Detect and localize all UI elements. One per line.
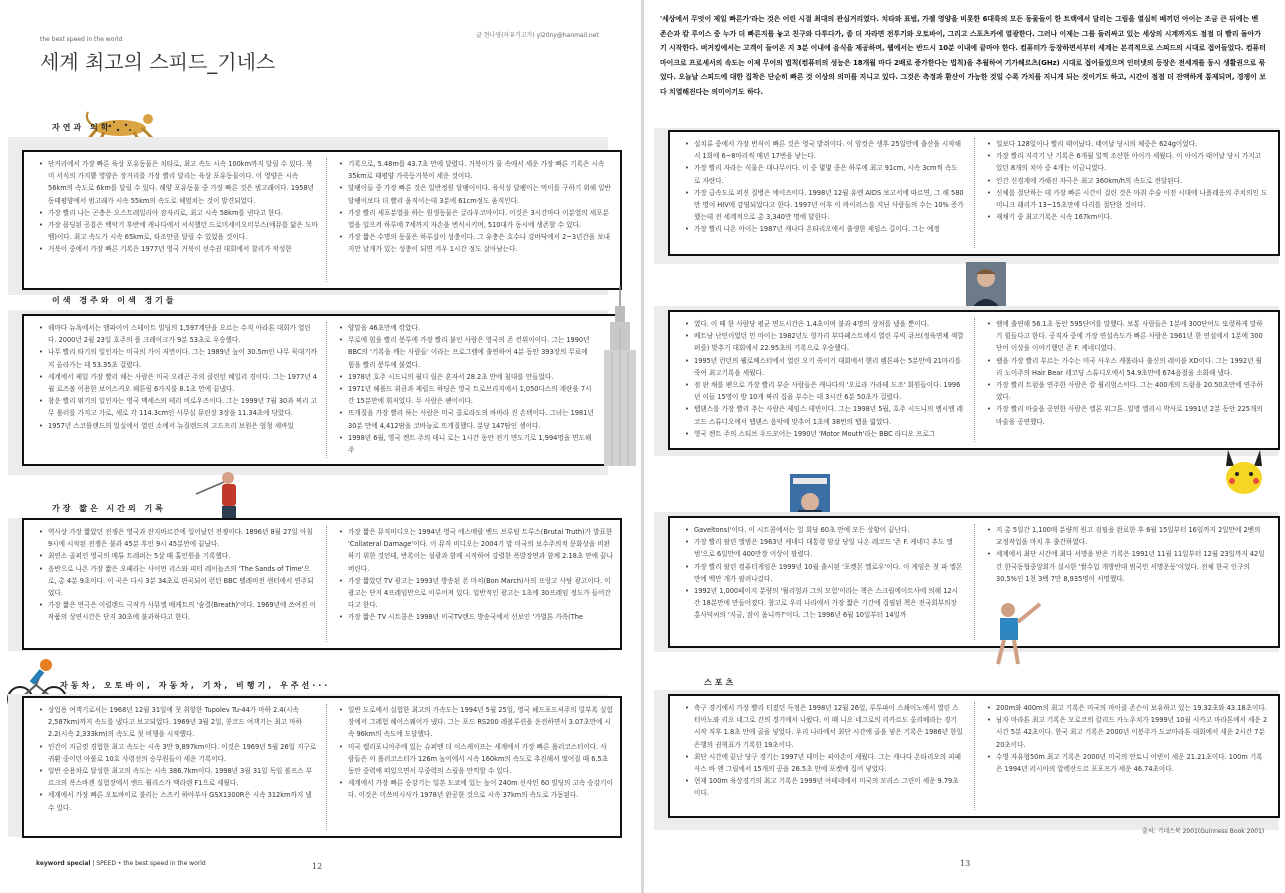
list-item: • 랩을 가장 빨리 부르는 가수는 미국 사우스 캐롤라나 출신의 레이블 XD이다. 그는 1992년 윌리 노이주의 Hair Bear 레코딩 스튜디오에서 54.9초만에 674음절을 소화해 냈다. [996, 355, 1268, 379]
page-number: 12 [312, 862, 323, 871]
list-item: • 가장 빨리 나온 아이는 1987년 캐나다 온타리오에서 출생한 제임스 길이다. 그는 예정 [694, 223, 964, 235]
list-item: • 가장 몰딩된 공룡은 백악기 후반에 캐나다에서 서식했던 드로미세이오미무스(에뮤를 닮은 도마뱀)이다. 최고 속도가 시속 65km로, 타조만큼 달릴 수 있었을 것이다. [48, 219, 318, 243]
list-item: • 1995년 런던의 웰로베스터에서 열린 오기 죽이기 대회에서 헨리 렘튼파는 5분만에 21마리를 죽여 최고기록을 세웠다. [694, 355, 964, 379]
column-right [986, 138, 1268, 223]
page-number: 13 [960, 859, 971, 868]
section-box-records [668, 310, 1280, 450]
section-title-sports: 스포츠 [704, 678, 737, 687]
footer-label: keyword special [36, 860, 91, 867]
column-left [684, 702, 964, 800]
list-item: • 세계에서 가장 빠른 승강기는 일본 도쿄에 있는 높이 240m 선샤인 60 빌딩의 고속 승강기이다. 이것은 미쓰비시사가 1978년 완공한 것으로 시속 37km의 속도로 가동된다. [348, 777, 613, 801]
skyscraper-illustration [598, 286, 641, 466]
list-item: • 영국 켄트 주의 스티브 우드모어는 1990년 'Motor Mouth'라는 BBC 라디오 프로그 [694, 428, 964, 440]
list-item: • 음반으로 나온 가장 짧은 오페라는 사이먼 리스와 피터 레이놀즈의 'The Sands of Time'으로, 총 4분 9초이다. 이 곡은 다시 3분 34초로 편곡되어 런던 BBC 텔레비전 센터에서 연주되었다. [48, 563, 318, 600]
list-item: • 가장 짧은 뮤직비디오는 1994년 영국 에스메랄 밴드 브루털 트루스(Brutal Truth)가 발표한 'Collateral Damage'이다. 이 뮤직 비디오는 2004기 말 미국의 보수주의적 문화상을 비판하기 위한 것인데, 반록이는 섬광과 함께 시작하여 강렬한 폭발장면과 함께 2.18초 만에 끝나버린다. [348, 526, 613, 575]
list-item: • 일보다 128일이나 빨리 태어났다. 태어날 당시의 체중은 624g이었다. [996, 138, 1268, 150]
list-item: • 가장 빨리 트럼을 연주한 사람은 칼 윌리엄스이다. 그는 400개의 드럼을 20.50초만에 연주하였다. [996, 379, 1268, 403]
right-page [644, 0, 1285, 893]
list-item: • 남자 마라톤 최고 기록은 모로코의 칼리드 카노우치가 1999년 10월 시카고 마라톤에서 세운 2시간 5분 42초이다. 한국 최고 기록은 2000년 이봉주가 도쿄마라톤 대회에서 세운 2시간 7분 20초이다. [996, 714, 1268, 751]
column-left [684, 138, 964, 236]
column-divider [326, 526, 327, 642]
section-box-vehicles [22, 696, 622, 838]
column-divider [974, 138, 975, 248]
list-item: • 역사상 가장 짧았던 전쟁은 영국과 잔지바르간에 일어났던 전쟁이다. 1896년 8월 27일 아침 9시에 시작된 전쟁은 불과 45분 후인 9시 45분만에 끝났다. [48, 526, 318, 550]
list-item: • 가장 빨리 나는 곤충은 오스트레일리아 잠자리로, 최고 시속 58km를 낸다고 한다. [48, 207, 318, 219]
section-title-shortest-time: 가장 짧은 시간의 기록 [52, 504, 166, 513]
column-divider [326, 158, 327, 282]
list-item: • 가장 빨리 지각기 난 기록은 6개월 일찍 조산한 아이가 세웠다. 이 아이가 태어날 당시 가지고 있던 8개의 치아 중 4개는 어금니였다. [996, 150, 1268, 174]
section-box-shortest-time [22, 518, 622, 650]
list-item: • 1978년 호주 시드니의 월디 릴은 혼자서 28.2초 만에 침대를 만들었다. [348, 371, 594, 383]
list-item: • 가장 짧았던 TV 광고는 1993년 방송된 폰 마치(Bon March)사의 프랑고 사탕 광고이다. 이 광고는 단지 4프레임만으로 이루어져 있다. 일반적인 광고는 1초에 30프레임 정도가 들어간다고 한다. [348, 575, 613, 612]
column-right [338, 158, 613, 256]
list-item: • 단거리에서 가장 빠른 육상 포유동물은 치타로, 최고 속도 시속 100km까지 달릴 수 있다. 북미 서식의 가지뿔 영양은 장거리를 가장 빨리 달리는 육상 포유동물이다. 이 영양은 시속 56km의 속도로 6km를 달릴 수 있다. 해양 포유동물 중 가장 빠른 것은 범고래이다. 1958년 동태평양에서 범고래가 시속 55km의 속도로 헤엄치는 것이 발견되었다. [48, 158, 318, 207]
list-item: • 인간 신경계에 가해진 자극은 최고 360km/h의 속도로 전달된다. [996, 175, 1268, 187]
list-item: • 1998년 6월, 영국 켄트 주의 데니 로는 1시간 동안 전기 면도기로 1,994명을 면도해 주 [348, 432, 594, 456]
intro-paragraph: '세상에서 무엇이 제일 빠른가'라는 것은 어린 시절 최대의 관심거리였다. 치타와 표범, 가젤 영양을 비롯한 6대륙의 모든 동물들이 한 트랙에서 달리는 그림을 열심히 베끼던 아이는 조금 큰 뒤에는 벤 존슨과 칼 루이스 중 누가 더 빠른지를 놓고 친구와 다투다가, 좀 더 자라면 전투기와 오토바이, 그리고 스포츠카에 열광한다. 그러나 이제는 그를 둘러싸고 있는 세상의 시계까지도 점점 더 빨리 돌아가기 시작한다. 버거킹에서는 고객이 들어온 지 3분 이내에 음식을 제공하며, 웹에서는 반드시 10분 이내에 끝마야 한다. 컴퓨터가 등장하면서부터 세계는 본격적으로 스피드의 시대로 접어들었다. 컴퓨터 마이크로 프로세서의 속도는 이제 무어의 법칙(컴퓨터의 성능은 18개월 마다 2배로 증가한다는 법칙)을 추월하여 기가헤르츠(GHz) 시대로 접어들었으며 인터넷의 등장은 전세계를 동시 생활권으로 묶었다. 오늘날 스피드에 대한 집착은 단순히 빠른 것 이상의 의미를 지니고 있다. 그것은 측정과 환산이 가능한 것일 수록 가치를 지니게 되는 것이기도 하고, 시간이 점점 더 잔액하게 통제되며, 경쟁이 보다 치열해진다는 의미이기도 하다. [660, 15, 1266, 96]
column-right [986, 702, 1268, 775]
list-item: • 세계에서 가장 빠른 오토바이로 불리는 스즈키 하야부사 GSX1300R은 시속 312km까지 낼 수 있다. [48, 789, 318, 813]
column-right [338, 322, 594, 456]
list-item: • 베트남 난민이었던 민 마이는 1982년도 헝가리 부다페스트에서 열린 루빅 큐브(정육면체 색깔 퍼즐) 맞추기 대회에서 22.95초의 기록으로 우승했다. [694, 330, 964, 354]
source-credit: 출처: 기네스북 2001(Guinness Book 2001) [1142, 828, 1265, 835]
list-item: • 1971년 헤롤드 위큼과 제럴드 하딩은 영국 트로브리지에서 1,050다스의 계란을 7시간 15분만에 휘저었다. 두 사람은 팬이이다. [348, 383, 594, 407]
list-item: • 가장 짧은 TV 시트콤은 1998년 미국TV랜드 방송국에서 선보인 '가벌톤 가족(The [348, 611, 613, 623]
list-item: • 가장 짧은 연극은 이럴랜드 극작가 사뮤엘 베케트의 '숨결(Breath)'이다. 1969년에 쓰여진 이 작품의 상연시간은 단지 30초에 불과하다고 한다. [48, 599, 318, 623]
section-box-sports [668, 694, 1280, 818]
column-divider [974, 524, 975, 640]
list-item: • 최연소 골퍼인 영국의 매튜 트레퍼는 5살 때 홀인원을 기록했다. [48, 550, 318, 562]
list-item: • 1992년 1,000페이지 분량의 '윌리엄과 그의 모험'이라는 책은 스크립에이트사에 의해 12시간 18분만에 만들어졌다. 참고로 우리 나라에서 가장 짧은 기간에 집필된 책은 전국회부의장 홍사덕씨의 '지금, 잠이 옵니까?'이다. 그는 1996년 6월 10일부터 14일까 [694, 585, 964, 622]
list-item: • 지 총 5일간 1,100매 분량의 원고 검필을 완료한 후 6월 15일부터 16일까지 2일만에 2벤의 교정작업을 마치 후 출간하였다. [996, 524, 1268, 548]
column-left [38, 704, 318, 814]
kennedy-photo [966, 262, 1006, 310]
column-left [684, 318, 964, 440]
list-item: • 인간이 지금껏 경험한 최고 속도는 시속 3만 9,897km이다. 이것은 1969년 5월 26일 지구로 귀환 중이던 아폴로 10호 사령선의 승무원들이 세운 기록이다. [48, 741, 318, 765]
list-item: • 설치류 중에서 가장 번식이 빠른 것은 영국 밭쥐이다. 이 암컷은 생후 25일만에 출산을 시작해서 1회에 6~8마리씩 매년 17번을 낳는다. [694, 138, 964, 162]
kicker: the best speed in the world [40, 36, 123, 43]
column-right [338, 526, 613, 624]
section-title-unusual-races: 이색 경주와 이색 경기들 [52, 296, 177, 305]
list-item: • 해마다 뉴욕에서는 엠파이어 스테이트 빌딩의 1,597계단을 오르는 수직 아라톤 대회가 열린다. 2000년 2월 23일 호주의 폴 크레이크가 9분 53초로 우승했다. [48, 322, 318, 346]
list-item: • 가장 빨리 세포분열을 하는 원생동물은 글라우코마이다. 이것은 3시간마다 이분열의 세포분열을 일으켜 하루에 7세까지 자손을 번식시키며, 510대가 동시에 생존할 수 있다. [348, 207, 613, 231]
column-right [986, 318, 1268, 428]
list-item: • 축구 경기에서 가장 빨리 터졌던 득점은 1998년 12월 26일, 루투파이 스쇄이노에서 열린 스터아노와 리오 네그로 간의 경기에서 나왔다. 이 때 니오 네그로의 리카르도 올리베라는 경기 시작 직후 1.8초 만에 골을 넣었다. 우리 나라에서 최단 시간에 골을 넣은 기록은 1986년 한일은행의 권혁표가 기록한 19초이다. [694, 702, 964, 751]
footer-speed: SPEED [96, 860, 116, 867]
section-box-nature [22, 150, 622, 290]
page-title: 세계 최고의 스피드_기네스 [40, 50, 276, 74]
column-divider [326, 704, 327, 830]
list-item: • 일반 승용차로 달성한 최고의 속도는 시속 386.7km이다. 1998년 3월 31일 독일 볼프스 부르크의 폭스바겐 실험장에서 앤드 윌리스가 맥라렌 F1으로 세웠다. [48, 765, 318, 789]
column-divider [974, 318, 975, 442]
column-left [38, 526, 318, 624]
column-left [684, 524, 964, 622]
section-box-biology [668, 130, 1280, 256]
section-title-nature: 자연과 의학 [52, 123, 112, 132]
list-item: • 양말을 46초만에 깎았다. [348, 322, 594, 334]
column-right [338, 704, 613, 802]
list-item: • 가장 빨리 팔린 컴퓨터게임은 1999년 10월 출시된 '포켓몬 옐로우'이다. 이 게임은 첫 파 엘몬 만에 백만 개가 팔려나갔다. [694, 561, 964, 585]
list-item: • 신체를 절단하는 데 가장 빠른 시간이 걸린 것은 마취 수술 이전 시대에 나폴레옹의 주치의인 도미니크 래리가 13~15초만에 다리를 절단한 것이다. [996, 187, 1268, 211]
list-item: • 나무 빨리 타기의 일인자는 미국의 가이 저먼이다. 그는 1989년 높이 30.5m인 나무 꼭대기까지 올라가는 데 53.35초 걸렸다. [48, 346, 318, 370]
list-item: • 현재 100m 육상경기의 최고 기록은 1999년 아테네에서 미국의 모리스 그린이 세운 9.79초이다. [694, 775, 964, 799]
athlete-illustration [988, 598, 1046, 668]
list-item: • 수영 자유형50m 최고 기록은 2000년 미국의 안토니 어빈이 세운 21.21초이다. 100m 기록은 1994년 러시아의 알렉산드르 포포프가 세운 46.74초이다. [996, 751, 1268, 775]
section-box-unusual-races [22, 314, 622, 466]
left-page [0, 0, 641, 893]
column-left [38, 322, 318, 432]
footer-subtitle: the best speed in the world [123, 860, 206, 867]
footer: keyword special | SPEED • the best speed in the world [36, 860, 206, 867]
list-item: • 참운 빨리 뛰기의 일인자는 영국 맥세스의 테리 비로우즈이다. 그는 1999년 7월 30과 찌리 고무 롤러를 가지고 가로, 세로 각 114.3cm인 사무실 뮤린장 3장을 11.34초에 닦았다. [48, 395, 318, 419]
list-item: • 가장 빨리 자라는 식물은 대나무이다. 이 중 몇몇 종은 하루에 최고 91cm, 시속 3cm씩 속도로 자란다. [694, 162, 964, 186]
list-item: • 가장 빨리 마술을 공연한 사람은 엘론 위그톤. 일명 엘리시 박사로 1991년 2분 동안 225개의 마술을 공연했다. [996, 403, 1268, 427]
list-item: • 200m와 400m의 최고 기록은 미국의 마이클 존슨이 보유하고 있는 19.32초와 43.18초이다. [996, 702, 1268, 714]
list-item: • 미국 캘리포니아주에 있는 슈퍼맨 더 이스케이프는 세계에서 가장 빠른 롤러코스터이다. 사람들은 이 롤러코스터가 126m 높이에서 시속 160km의 속도로 추진해서 떨어질 때 6.5초 동안 중력에 떠있으면서 무중력의 스릴을 만끽할 수 있다. [348, 741, 613, 778]
list-item: • 뜨개질을 가장 빨리 하는 사람은 미국 콜로라도의 바바라 진 손택이다. 그녀는 1981년 30분 만에 4,412땀을 코바늘로 뜨개질했다. 분당 147땀인 셈이다. [348, 407, 594, 431]
list-item: • 탭댄스를 가장 빨리 추는 사람은 제임스 데빈이다. 그는 1998년 5월, 호주 시드니의 엠시엠 레코드 스튜디오에서 탭댄스 음악에 맞추어 1초에 38번의 탭을 밟았다. [694, 403, 964, 427]
pikachu-illustration [1218, 446, 1270, 498]
list-item: • 일반 도로에서 실험한 최고의 가속도는 1994년 5월 25일, 영국 헤드포드셔주의 밀부록 실험장에서 그레험 헤이스웨이가 냈다. 그는 포드 RS200 레볼루션을 운전하면서 3.07초만에 시속 96km의 속도에 도달했다. [348, 704, 613, 741]
column-left [38, 158, 318, 256]
column-divider [974, 702, 975, 810]
list-item: • 세계에서 최단 시간에 최다 서명을 받은 기록은 1991년 11월 11일부터 12월 23일까지 42일간 한국동협중앙회가 실시한 '쌀수입 개방반대 범국민 서명운동'이었다. 전체 한국 인구의 30.5%인 1천 3백 7만 8,935명이 서명했다. [996, 548, 1268, 585]
list-item: • 1957년 스코틀랜드의 일실에서 열린 소에서 뉴질랜드의 고드프리 보원은 엄청 세바있 [48, 420, 318, 432]
list-item: • Gaveltons)'이다. 이 시트콤에서는 일 회당 60초 만에 모든 상황이 끝난다. [694, 524, 964, 536]
byline: 글 현나영(자유기고가) yl20ny@hanmail.net [476, 32, 599, 39]
list-item: • 였다. 이 때 한 사람당 평균 면도시간은 1.4초이며 불과 4명의 상처를 냈을 뿐이다. [694, 318, 964, 330]
list-item: • 달팽이들 중 가장 빠른 것은 일반정원 달팽이이다. 육식성 달팽이는 먹이를 구하기 위해 일반 달팽이보다 더 빨리 움직이는데 3분에 61cm정도 움직인다. [348, 182, 613, 206]
column-divider [326, 322, 327, 458]
list-item: • 상업용 여객기로서는 1968년 12월 31일에 첫 취항한 Tupolev Tu-44가 마하 2.4(시속 2,587km)까지 속도를 냈다고 보고되었다. 1969년 3월 2일, 콩코드 여객기는 최고 마하 2.2(시속 2,333km)의 속도로 첫 비행을 시작했다. [48, 704, 318, 741]
list-item: • 최단 시간에 끝난 당구 경기는 1997년 데미는 피아손이 세웠다. 그는 캐나다 온타리오의 피페사스 바 앤 그릴에서 15개의 공을 26.5초 만에 포켓에 집어 넣었다. [694, 751, 964, 775]
list-item: • 점 판 채를 팬으로 가장 빨리 부순 사람들은 캐나다의 '오로라 가라테 도조' 회원들이다. 1996년 이들 15명이 방 10개 짜리 집을 부수는 데 3시간 6분 50초가 걸렸다. [694, 379, 964, 403]
list-item: • 가장 급속도로 퍼진 질병은 에이즈이다. 1998년 12월 유엔 AIDS 보고서에 따르면, 그 해 580만 명이 HIV에 감염되었다고 한다. 1997년 이후 이 바이러스를 지닌 사람들의 수는 10% 증가했는데 전 세계적으로 총 3,340만 명에 달한다. [694, 187, 964, 224]
list-item: • 재채기 중 최고기록은 시속 167km이다. [996, 211, 1268, 223]
list-item: • 무로에 힘을 빨리 봉투에 가장 빨리 붙인 사람은 영국의 존 컨위이이다. 그는 1990년 BBC의 '기록을 깨는 사람들' 이라는 프로그램에 출연하여 4분 동안 393장의 무료에 힘을 빨리 봉투에 붙였다. [348, 334, 594, 371]
section-box-fastest-sales [668, 516, 1280, 648]
list-item: • 램에 출연해 56.1초 동안 595단어를 말했다. 보통 사람들은 1분에 300단어도 또렷하게 말하기 힘들다고 한다. 공직자 중에 가장 연설속도가 빠른 사람은 1961년 한 연설에서 1분에 300단어 이상을 이야기했던 존 F. 케네디였다. [996, 318, 1268, 355]
section-title-vehicles: 자동차, 오토바이, 자동차, 기차, 비행기, 우주선··· [60, 681, 331, 690]
column-right [986, 524, 1268, 585]
list-item: • 세계에서 제일 가장 빨리 해는 사람은 미국 오레곤 주의 클린턴 베일리 경이다. 그는 1977년 4월 로즈볼 이용한 보어스커오 해튼림 6가지를 8.1초 만에 끝냈다. [48, 371, 318, 395]
list-item: • 기록으로, 5.48m를 43.7초 만에 달렸다. 거북이가 물 속에서 세운 가장 빠른 기록은 시속 35km로 태평양 가죽등거북이 세운 것이다. [348, 158, 613, 182]
list-item: • 거북이 중에서 가장 빠른 기록은 1977년 영국 거북이 선수권 대회에서 찰리가 작성한 [48, 243, 318, 255]
list-item: • 가장 짧은 수명의 동물은 하루살이 성충이다. 그 유충은 호수나 강바닥에서 2~3년간을 보내지만 날개가 있는 성충이 되면 겨우 1시간 정도 살아남는다. [348, 231, 613, 255]
list-item: • 가장 빨리 팔린 앨범은 1963년 케네디 대통령 암살 당일 나온 레코드 '존 F. 케네디 추도 앨범'으로 6일만에 400만장 이상이 팔렸다. [694, 536, 964, 560]
